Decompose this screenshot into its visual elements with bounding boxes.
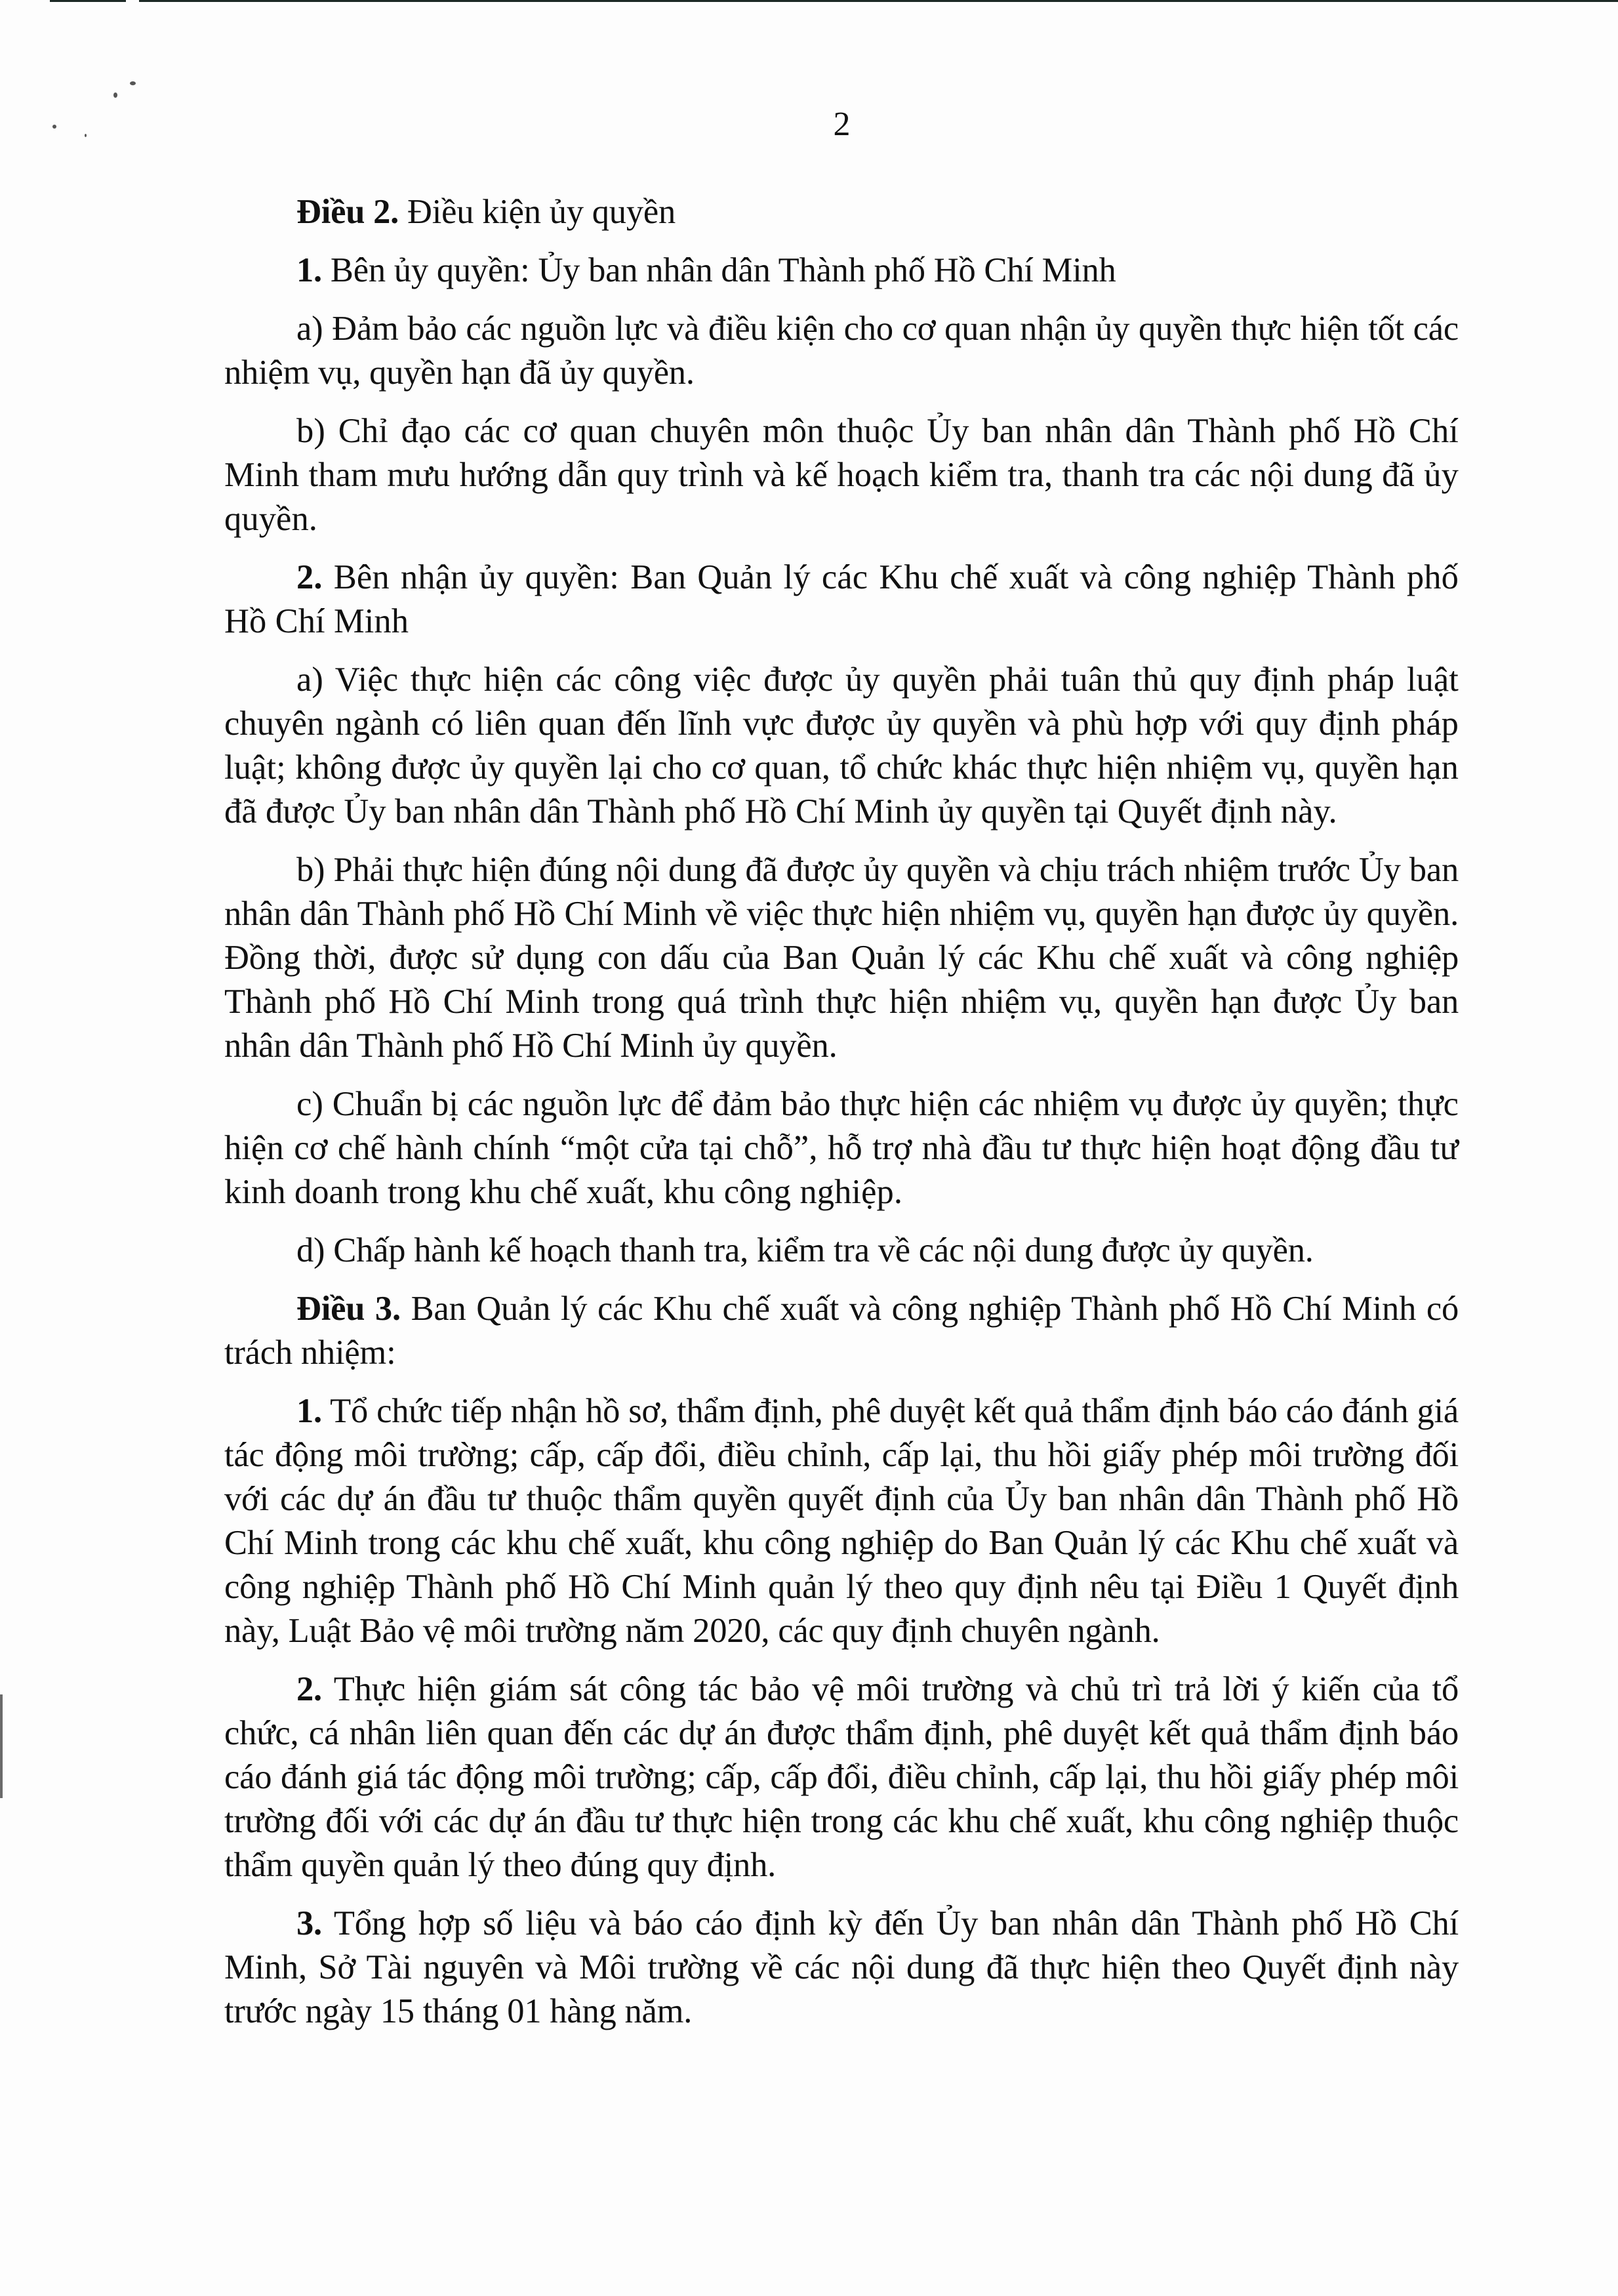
clause-text: Bên nhận ủy quyền: Ban Quản lý các Khu chế xuất và công nghiệp Thành phố Hồ Chí Minh xyxy=(224,558,1459,640)
document-body xyxy=(224,190,1459,2048)
point-c-preparation xyxy=(224,1082,1459,1214)
page-number: 2 xyxy=(833,106,851,143)
clause-number: 2. xyxy=(296,1670,322,1708)
article-title: Điều kiện ủy quyền xyxy=(399,193,676,231)
scan-edge-mark xyxy=(50,0,126,2)
clause-number: 1. xyxy=(296,251,322,289)
point-b-responsibility xyxy=(224,848,1459,1068)
scan-edge-mark xyxy=(0,1694,3,1798)
point-a-resources xyxy=(224,307,1459,395)
point-text: b) Phải thực hiện đúng nội dung đã được ủy quyền và chịu trách nhiệm trước Ủy ban nhân dân Thành phố Hồ Chí Minh về việc thực hiện nhiệm vụ, quyền hạn được ủy quyền. Đồng thời, được sử dụng con dấu của Ban Quản lý các Khu chế xuất và công nghiệp Thành phố Hồ Chí Minh trong quá trình thực hiện nhiệm vụ, quyền hạn được Ủy ban nhân dân Thành phố Hồ Chí Minh ủy quyền. xyxy=(224,851,1459,1065)
clause-2-monitoring xyxy=(224,1668,1459,1887)
scan-speck xyxy=(130,81,136,85)
clause-2-delegatee xyxy=(224,556,1459,644)
clause-text: Tổng hợp số liệu và báo cáo định kỳ đến Ủy ban nhân dân Thành phố Hồ Chí Minh, Sở Tài nguyên và Môi trường về các nội dung đã thực hiện theo Quyết định này trước ngày 15 tháng 01 hàng năm. xyxy=(224,1904,1459,2030)
clause-number: 2. xyxy=(296,558,323,596)
point-text: b) Chỉ đạo các cơ quan chuyên môn thuộc Ủy ban nhân dân Thành phố Hồ Chí Minh tham mưu hướng dẫn quy trình và kế hoạch kiểm tra, thanh tra các nội dung đã ủy quyền. xyxy=(224,412,1459,538)
point-text: c) Chuẩn bị các nguồn lực để đảm bảo thực hiện các nhiệm vụ được ủy quyền; thực hiện cơ chế hành chính “một cửa tại chỗ”, hỗ trợ nhà đầu tư thực hiện hoạt động đầu tư kinh doanh trong khu chế xuất, khu công nghiệp. xyxy=(224,1085,1459,1211)
article-label: Điều 2. xyxy=(296,193,399,231)
clause-1-processing xyxy=(224,1389,1459,1653)
article-text: Ban Quản lý các Khu chế xuất và công nghiệp Thành phố Hồ Chí Minh có trách nhiệm: xyxy=(224,1290,1459,1372)
point-text: d) Chấp hành kế hoạch thanh tra, kiểm tra về các nội dung được ủy quyền. xyxy=(296,1231,1314,1269)
clause-number: 1. xyxy=(296,1392,322,1430)
scan-speck xyxy=(113,92,117,98)
clause-text: Thực hiện giám sát công tác bảo vệ môi trường và chủ trì trả lời ý kiến của tổ chức, cá nhân liên quan đến các dự án được thẩm định, phê duyệt kết quả thẩm định báo cáo đánh giá tác động môi trường; cấp, cấp đổi, điều chỉnh, cấp lại, thu hồi giấy phép môi trường đối với các dự án đầu tư thực hiện trong các khu chế xuất, khu công nghiệp thuộc thẩm quyền quản lý theo đúng quy định. xyxy=(224,1670,1459,1884)
article-label: Điều 3. xyxy=(296,1290,401,1328)
scan-edge-mark xyxy=(139,0,1618,2)
clause-1-delegator xyxy=(224,249,1459,293)
article-3-heading xyxy=(224,1287,1459,1375)
clause-text: Bên ủy quyền: Ủy ban nhân dân Thành phố Hồ Chí Minh xyxy=(321,251,1116,289)
article-2-heading xyxy=(224,190,1459,234)
point-a-compliance xyxy=(224,658,1459,834)
point-text: a) Đảm bảo các nguồn lực và điều kiện cho cơ quan nhận ủy quyền thực hiện tốt các nhiệm vụ, quyền hạn đã ủy quyền. xyxy=(224,310,1459,392)
clause-3-reporting xyxy=(224,1902,1459,2034)
clause-text: Tổ chức tiếp nhận hồ sơ, thẩm định, phê duyệt kết quả thẩm định báo cáo đánh giá tác động môi trường; cấp, cấp đổi, điều chỉnh, cấp lại, thu hồi giấy phép môi trường đối với các dự án đầu tư thuộc thẩm quyền quyết định của Ủy ban nhân dân Thành phố Hồ Chí Minh trong các khu chế xuất, khu công nghiệp do Ban Quản lý các Khu chế xuất và công nghiệp Thành phố Hồ Chí Minh quản lý theo quy định nêu tại Điều 1 Quyết định này, Luật Bảo vệ môi trường năm 2020, các quy định chuyên ngành. xyxy=(224,1392,1459,1650)
clause-number: 3. xyxy=(296,1904,322,1942)
point-text: a) Việc thực hiện các công việc được ủy quyền phải tuân thủ quy định pháp luật chuyên ngành có liên quan đến lĩnh vực được ủy quyền và phù hợp với quy định pháp luật; không được ủy quyền lại cho cơ quan, tổ chức khác thực hiện nhiệm vụ, quyền hạn đã được Ủy ban nhân dân Thành phố Hồ Chí Minh ủy quyền tại Quyết định này. xyxy=(224,661,1459,830)
point-b-direction xyxy=(224,409,1459,541)
point-d-inspection xyxy=(224,1229,1459,1273)
